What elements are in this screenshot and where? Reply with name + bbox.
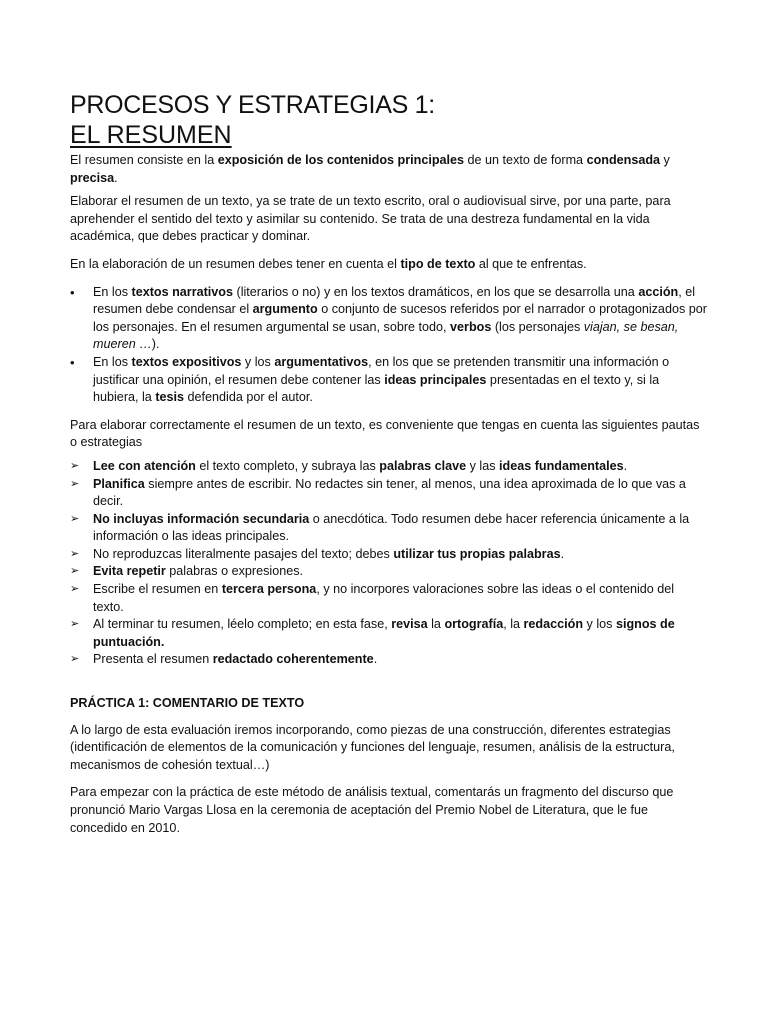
text-run: . — [623, 458, 628, 473]
arrow-bullet-icon: ➢ — [70, 618, 80, 631]
arrow-bullet-icon: ➢ — [70, 565, 80, 578]
bold-run: Lee con atención — [93, 458, 196, 473]
guidelines-list — [70, 458, 708, 669]
bold-run: Planifica — [93, 476, 145, 491]
bold-run: palabras clave — [379, 458, 467, 473]
bold-run: signos de puntuación. — [93, 617, 675, 649]
text-run: ). — [151, 337, 160, 352]
text-run: siempre antes de escribir. No redactes sin tener, al menos, una idea aproximada de lo que vas a decir. — [93, 476, 686, 509]
text-run: No reproduzcas literalmente pasajes del texto; debes — [93, 546, 394, 561]
list-item — [70, 511, 708, 546]
italic-run: viajan, se besan, mueren … — [93, 319, 679, 352]
practice-paragraph-1: A lo largo de esta evaluación iremos incorporando, como piezas de una construcción, diferentes estrategias (identificación de elementos de la comunicación y funciones del lenguaje, resumen, análisis de la estructura, mecanismos de cohesión textual…) — [70, 722, 675, 772]
bold-run: redactado coherentemente — [212, 652, 374, 667]
bullet-icon: • — [70, 354, 75, 370]
text-run: En los — [93, 354, 132, 369]
bold-run: ortografía — [444, 617, 504, 632]
text-run: . — [114, 170, 118, 185]
text-run: defendida por el autor. — [184, 390, 313, 405]
text-run: y los — [241, 354, 275, 369]
guidelines-intro: Para elaborar correctamente el resumen de un texto, es conveniente que tengas en cuenta las siguientes pautas o estrategias — [70, 417, 700, 450]
text-run: . — [373, 652, 378, 667]
text-run: presentadas en el texto y, si la hubiera, la — [93, 372, 660, 405]
bold-run: No incluyas información secundaria — [93, 511, 310, 526]
bold-run: ideas principales — [384, 372, 487, 387]
arrow-bullet-icon: ➢ — [70, 512, 80, 525]
text-run: Al terminar tu resumen, léelo completo; en esta fase, — [93, 617, 392, 632]
text-run: El resumen consiste en la — [70, 153, 218, 167]
text-run: o anecdótica. Todo resumen debe hacer referencia únicamente a la información o las ideas principales. — [93, 511, 690, 544]
list-item — [70, 563, 708, 581]
text-run: y — [660, 153, 670, 167]
text-run: y los — [583, 617, 616, 632]
text-type-paragraph — [70, 256, 708, 274]
bold-run: textos narrativos — [131, 284, 234, 299]
bold-run: acción — [638, 284, 679, 299]
purpose-paragraph: Elaborar el resumen de un texto, ya se trate de un texto escrito, oral o audiovisual sirve, por una parte, para aprehender el sentido del texto y asimilar su contenido. Se trata de una destreza fundamental en la vida académica, que debes practicar y dominar. — [70, 194, 671, 244]
arrow-bullet-icon: ➢ — [70, 459, 80, 472]
bullet-icon: • — [70, 284, 75, 300]
bold-run: precisa — [70, 170, 115, 185]
bold-run: exposición de los contenidos principales — [217, 153, 465, 167]
text-run: o conjunto de sucesos referidos por el narrador o protagonizados por los personajes. En el resumen argumental se usan, sobre todo, — [93, 302, 707, 334]
bold-run: verbos — [450, 319, 492, 334]
text-run: , y no incorpores valoraciones sobre las ideas o el contenido del texto. — [93, 582, 675, 614]
list-item — [70, 581, 708, 616]
text-run: Presenta el resumen — [93, 652, 213, 667]
text-run: En la elaboración de un resumen debes tener en cuenta el — [70, 256, 401, 271]
text-run: . — [560, 546, 565, 561]
practice-paragraph-2: Para empezar con la práctica de este método de análisis textual, comentarás un fragmento del discurso que pronunció Mario Vargas Llosa en la ceremonia de aceptación del Premio Nobel de Literatura, que le fue concedido en 2010. — [70, 785, 674, 835]
text-run: palabras o expresiones. — [165, 564, 304, 579]
text-run: , el resumen debe condensar el — [93, 284, 696, 317]
bold-run: Evita repetir — [93, 564, 166, 579]
text-run: al que te enfrentas. — [475, 256, 587, 271]
bold-run: utilizar tus propias palabras — [393, 546, 561, 561]
intro-paragraph — [70, 152, 708, 187]
list-item — [70, 458, 708, 476]
text-run: (los personajes — [491, 319, 584, 334]
bold-run: condensada — [586, 153, 661, 167]
bold-run: argumentativos — [274, 354, 369, 369]
list-item — [70, 284, 708, 354]
list-item — [70, 546, 708, 564]
page-subtitle: EL RESUMEN — [70, 121, 232, 149]
bold-run: tercera persona — [221, 582, 317, 597]
text-run: En los — [93, 284, 132, 299]
text-types-list — [70, 284, 708, 407]
bold-run: ideas fundamentales — [499, 458, 624, 473]
bold-run: argumento — [252, 302, 318, 317]
bold-run: tesis — [155, 390, 185, 405]
text-run: de un texto de forma — [464, 153, 587, 167]
text-run: Escribe el resumen en — [93, 582, 222, 597]
bold-run: tipo de texto — [400, 256, 476, 271]
text-run: , en los que se pretenden transmitir una información o justificar una opinión, el resumen debe contener las — [93, 354, 670, 387]
arrow-bullet-icon: ➢ — [70, 653, 80, 666]
text-run: (literarios o no) y en los textos dramáticos, en los que se desarrolla una — [233, 284, 639, 299]
arrow-bullet-icon: ➢ — [70, 547, 80, 560]
text-run: el texto completo, y subraya las — [195, 458, 380, 473]
bold-run: redacción — [523, 617, 584, 632]
arrow-bullet-icon: ➢ — [70, 477, 80, 490]
page-title: PROCESOS Y ESTRATEGIAS 1: — [70, 91, 435, 119]
bold-run: revisa — [391, 617, 428, 632]
text-run: la — [427, 617, 445, 632]
text-run: , la — [503, 617, 524, 632]
list-item — [70, 616, 708, 651]
practice-heading: PRÁCTICA 1: COMENTARIO DE TEXTO — [70, 696, 305, 711]
text-run: y las — [466, 458, 500, 473]
list-item — [70, 354, 708, 407]
list-item — [70, 651, 708, 669]
bold-run: textos expositivos — [131, 354, 242, 369]
arrow-bullet-icon: ➢ — [70, 583, 80, 596]
list-item — [70, 476, 708, 511]
